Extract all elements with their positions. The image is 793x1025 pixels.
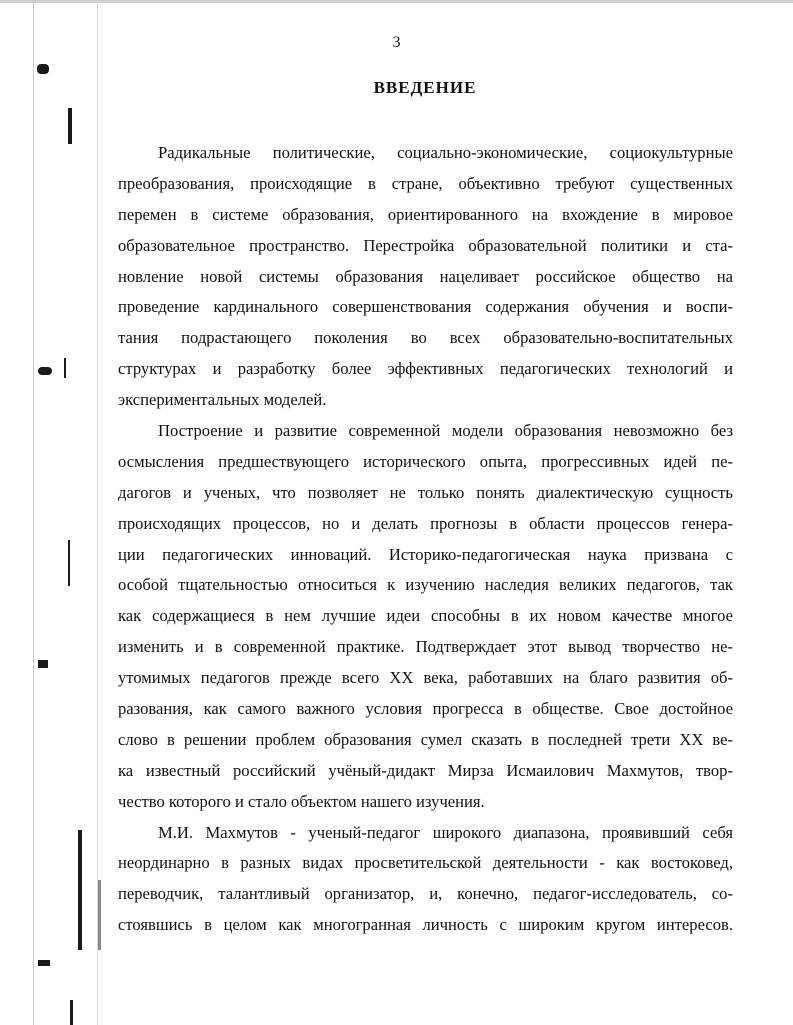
text-line: М.И. Махмутов - ученый-педагог широкого диапазона, проявивший себя — [158, 822, 733, 842]
scan-edge-line — [97, 0, 98, 1025]
body-text — [118, 138, 733, 941]
text-line: утомимых педагогов прежде всего XX века, работавших на благо развития об- — [118, 668, 733, 688]
text-line: новление новой системы образования нацеливает российское общество на — [118, 266, 733, 286]
text-line: образовательное пространство. Перестройка образовательной политики и ста- — [118, 235, 733, 255]
margin-mark — [38, 960, 50, 966]
text-line: дагогов и ученых, что позволяет не только понять диалектическую сущность — [118, 482, 733, 502]
text-line: слово в решении проблем образования сумел сказать в последней трети XX ве- — [118, 729, 733, 749]
text-line: перемен в системе образования, ориентированного на вхождение в мировое — [118, 204, 733, 224]
text-line: особой тщательностью относиться к изучению наследия великих педагогов, так — [118, 575, 733, 595]
text-line: тания подрастающего поколения во всех образовательно-воспитательных — [118, 328, 733, 348]
text-line: Радикальные политические, социально-экономические, социокультурные — [158, 143, 733, 162]
text-line: чество которого и стало объектом нашего изучения. — [118, 791, 485, 811]
margin-mark — [64, 358, 66, 378]
section-heading: ВВЕДЕНИЕ — [373, 78, 477, 97]
margin-mark — [70, 1000, 73, 1025]
margin-mark — [68, 540, 70, 586]
text-line: изменить и в современной практике. Подтверждает этот вывод творчество не- — [118, 637, 733, 657]
text-line: как содержащиеся в нем лучшие идеи способны в их новом качестве многое — [118, 606, 733, 626]
margin-mark — [98, 880, 101, 950]
page-number: 3 — [392, 34, 401, 51]
text-line: структурах и разработку более эффективных педагогических технологий и — [118, 359, 733, 379]
text-line: ка известный российский учёный-дидакт Мирза Исмаилович Махмутов, твор- — [118, 760, 733, 780]
text-line: проведение кардинального совершенствования содержания обучения и воспи- — [118, 297, 733, 317]
margin-mark — [38, 660, 48, 668]
scan-top-border — [0, 0, 793, 3]
text-line: происходящих процессов, но и делать прогнозы в области процессов генера- — [118, 513, 733, 533]
paragraph — [118, 416, 733, 818]
text-line: неординарно в разных видах просветительской деятельности - как востоковед, — [118, 853, 733, 873]
margin-mark — [38, 367, 52, 375]
text-line: переводчик, талантливый организатор, и, конечно, педагог-исследователь, со- — [118, 884, 733, 904]
text-line: экспериментальных моделей. — [118, 390, 327, 410]
text-line: стоявшись в целом как многогранная личность с широким кругом интересов. — [118, 915, 733, 935]
scan-edge-line — [33, 0, 34, 1025]
text-line: осмысления предшествующего исторического опыта, прогрессивных идей пе- — [118, 451, 733, 471]
margin-mark — [37, 64, 49, 74]
text-line: Построение и развитие современной модели образования невозможно без — [158, 421, 733, 441]
margin-mark — [78, 830, 82, 950]
paragraph — [118, 138, 733, 416]
paragraph — [118, 818, 733, 942]
text-line: ции педагогических инноваций. Историко-педагогическая наука призвана с — [118, 544, 733, 564]
text-line: преобразования, происходящие в стране, объективно требуют существенных — [118, 173, 733, 193]
text-line: разования, как самого важного условия прогресса в обществе. Свое достойное — [118, 699, 733, 719]
margin-mark — [68, 108, 72, 144]
